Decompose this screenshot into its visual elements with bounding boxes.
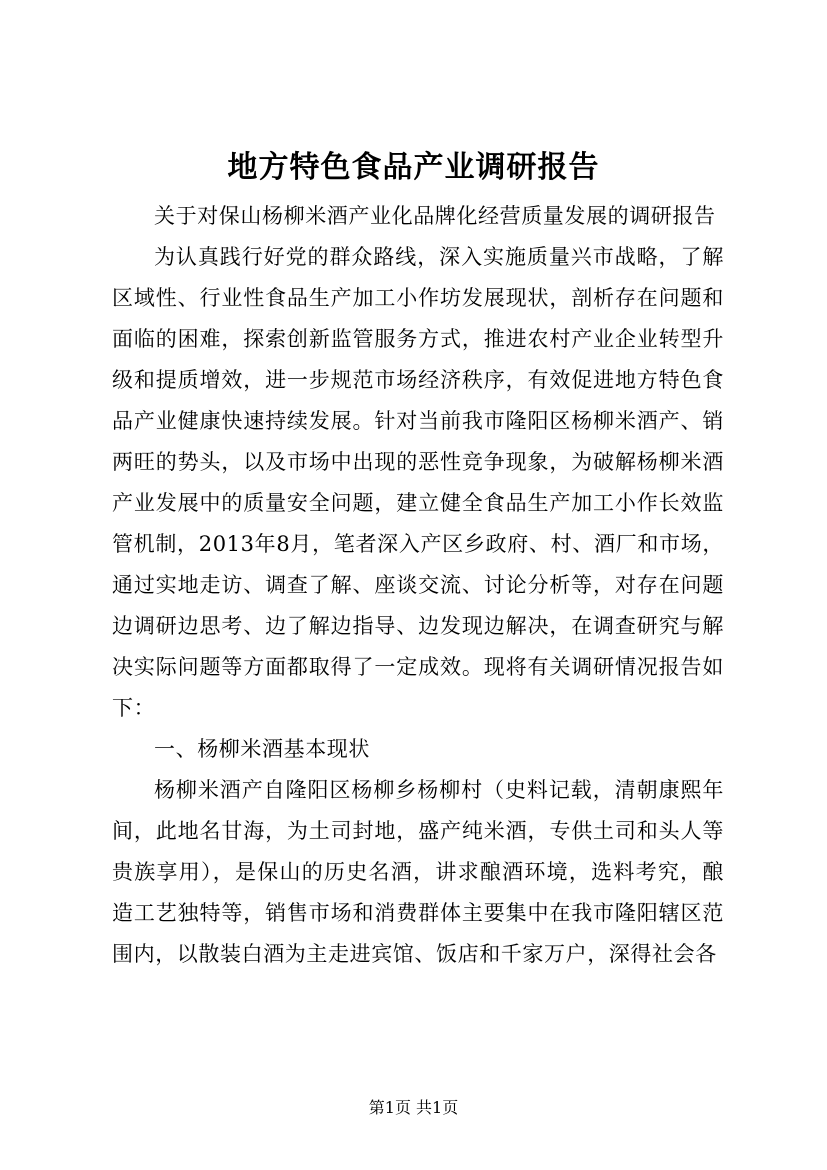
paragraph-section-1: 杨柳米酒产自隆阳区杨柳乡杨柳村（史料记载，清朝康熙年间，此地名甘海，为土司封地，盛产纯米酒，专供土司和头人等贵族享用），是保山的历史名酒，讲求酿酒环境，选料考究，酿造工艺独特等，销售市场和消费群体主要集中在我市隆阳辖区范围内，以散装白酒为主走进宾馆、饭店和千家万户，深得社会各	[112, 778, 724, 966]
page-footer: 第1页 共1页	[368, 1098, 459, 1117]
paragraph-subtitle: 关于对保山杨柳米酒产业化品牌化经营质量发展的调研报告	[154, 204, 716, 228]
paragraph-intro: 为认真践行好党的群众路线，深入实施质量兴市战略，了解区域性、行业性食品生产加工小作坊发展现状，剖析存在问题和面临的困难，探索创新监管服务方式，推进农村产业企业转型升级和提质增效，进一步规范市场经济秩序，有效促进地方特色食品产业健康快速持续发展。针对当前我市隆阳区杨柳米酒产、销两旺的势头，以及市场中出现的恶性竞争现象，为破解杨柳米酒产业发展中的质量安全问题，建立健全食品生产加工小作长效监管机制，2013年8月，笔者深入产区乡政府、村、酒厂和市场，通过实地走访、调查了解、座谈交流、讨论分析等，对存在问题边调研边思考、边了解边指导、边发现边解决，在调查研究与解决实际问题等方面都取得了一定成效。现将有关调研情况报告如下：	[112, 245, 724, 720]
document-title: 地方特色食品产业调研报告	[227, 150, 600, 185]
section-heading: 一、杨柳米酒基本现状	[154, 737, 370, 761]
document-body	[112, 196, 724, 975]
